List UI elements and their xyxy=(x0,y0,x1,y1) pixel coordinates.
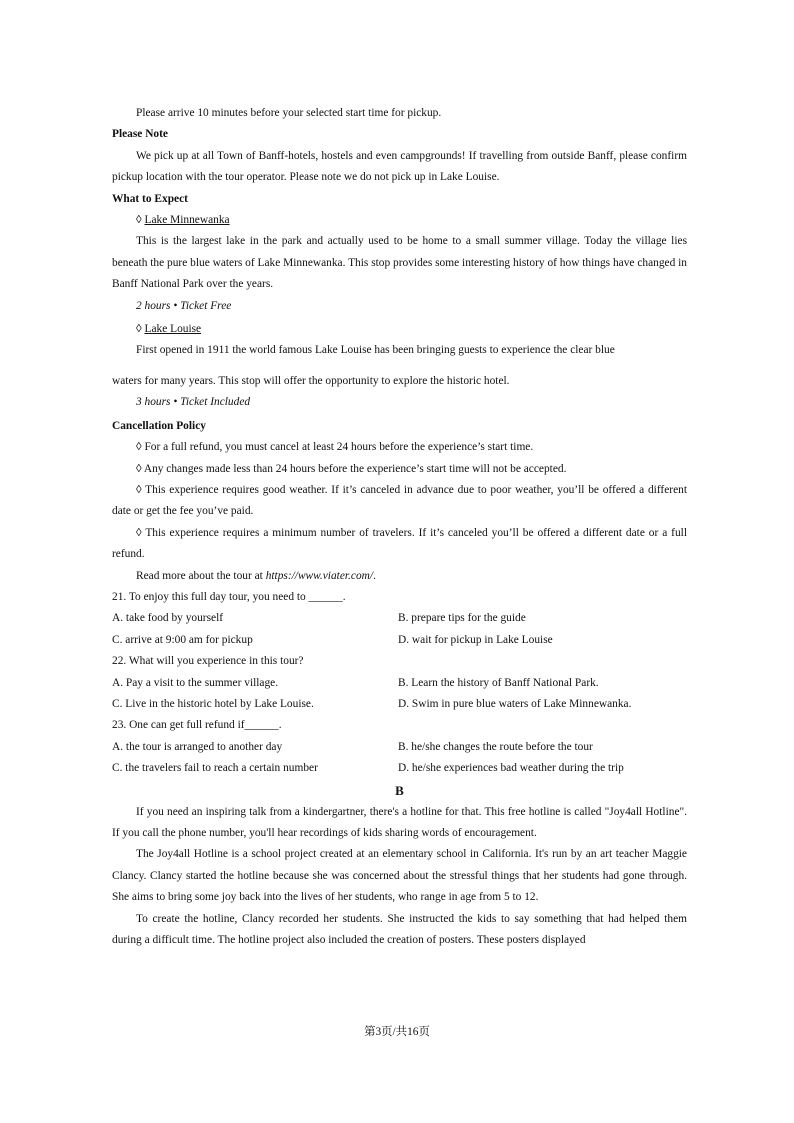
options-row xyxy=(112,758,687,779)
options-row xyxy=(112,608,687,629)
arrive-instruction: Please arrive 10 minutes before your selected start time for pickup. xyxy=(136,107,442,119)
please-note-heading: Please Note xyxy=(112,128,168,141)
option-d: D. Swim in pure blue waters of Lake Minnewanka. xyxy=(398,697,632,710)
option-c: C. Live in the historic hotel by Lake Louise. xyxy=(112,697,314,710)
stop-description-line1: First opened in 1911 the world famous Lake Louise has been bringing guests to experience the clear blue xyxy=(136,344,615,357)
stop-title-lake-minnewanka xyxy=(112,210,687,231)
read-more-prefix: Read more about the tour at xyxy=(136,569,266,582)
section-b-heading: B xyxy=(395,782,404,798)
options-row xyxy=(112,737,687,758)
cancellation-item: ◊ For a full refund, you must cancel at least 24 hours before the experience’s start time. xyxy=(136,441,534,454)
cancellation-item: ◊ This experience requires a minimum number of travelers. If it’s canceled you’ll be offered a different date or a full refund. xyxy=(112,526,687,561)
read-more xyxy=(112,566,687,587)
section-b-paragraph: To create the hotline, Clancy recorded her students. She instructed the kids to say something that had helped them during a difficult time. The hotline project also included the creation of posters. These posters displayed xyxy=(112,912,687,947)
question-stem-21: 21. To enjoy this full day tour, you need to ______. xyxy=(112,590,346,603)
option-b: B. he/she changes the route before the tour xyxy=(398,740,593,753)
option-a: A. the tour is arranged to another day xyxy=(112,740,283,753)
document-page xyxy=(112,103,687,951)
tour-url-link[interactable]: https://www.viater.com/ xyxy=(265,569,374,582)
read-more-suffix: . xyxy=(373,569,376,582)
question-stem-23: 23. One can get full refund if______. xyxy=(112,719,282,732)
section-b-paragraph: The Joy4all Hotline is a school project created at an elementary school in California. It's run by an art teacher Maggie Clancy. Clancy started the hotline because she was concerned about the stressful things that her students had gone through. She aims to bring some joy back into the lives of her students, who range in age from 5 to 12. xyxy=(112,848,687,904)
what-to-expect-heading: What to Expect xyxy=(112,192,188,205)
option-a: A. take food by yourself xyxy=(112,612,224,625)
option-b: B. Learn the history of Banff National Park. xyxy=(398,676,599,689)
option-c: C. the travelers fail to reach a certain number xyxy=(112,762,318,775)
diamond-bullet-icon: ◊ xyxy=(136,214,142,227)
stop-meta: 3 hours • Ticket Included xyxy=(136,396,251,409)
cancellation-item: ◊ Any changes made less than 24 hours before the experience’s start time will not be accepted. xyxy=(136,462,567,475)
options-row xyxy=(112,694,687,715)
stop-meta: 2 hours • Ticket Free xyxy=(136,299,232,312)
stop-title-lake-louise xyxy=(112,319,687,340)
section-b-paragraph: If you need an inspiring talk from a kindergartner, there's a hotline for that. This free hotline is called "Joy4all Hotline". If you call the phone number, you'll hear recordings of kids sharing words of encouragement. xyxy=(112,805,687,839)
please-note-text: We pick up at all Town of Banff-hotels, hostels and even campgrounds! If travelling from outside Banff, please confirm pickup location with the tour operator. Please note we do not pick up in Lake Louise. xyxy=(112,149,687,184)
diamond-bullet-icon: ◊ xyxy=(136,323,142,336)
options-row xyxy=(112,673,687,694)
option-a: A. Pay a visit to the summer village. xyxy=(112,676,279,689)
options-row xyxy=(112,630,687,651)
stop-description: This is the largest lake in the park and actually used to be home to a small summer village. Today the village lies beneath the pure blue waters of Lake Minnewanka. This stop provides some interesting history of how things have changed in Banff National Park over the years. xyxy=(112,235,687,291)
cancellation-item: ◊ This experience requires good weather. If it’s canceled in advance due to poor weather, you’ll be offered a different date or get the fee you’ve paid. xyxy=(112,483,687,518)
page-number-footer: 第3页/共16页 xyxy=(364,1026,430,1038)
stop-description-line2: waters for many years. This stop will offer the opportunity to explore the historic hotel. xyxy=(112,374,510,387)
cancellation-heading: Cancellation Policy xyxy=(112,419,206,432)
option-d: D. he/she experiences bad weather during the trip xyxy=(398,762,624,775)
option-d: D. wait for pickup in Lake Louise xyxy=(398,633,553,646)
stop-name: Lake Louise xyxy=(144,323,202,336)
option-c: C. arrive at 9:00 am for pickup xyxy=(112,633,253,646)
question-stem-22: 22. What will you experience in this tour? xyxy=(112,655,304,668)
option-b: B. prepare tips for the guide xyxy=(398,612,526,625)
stop-name: Lake Minnewanka xyxy=(144,214,230,227)
